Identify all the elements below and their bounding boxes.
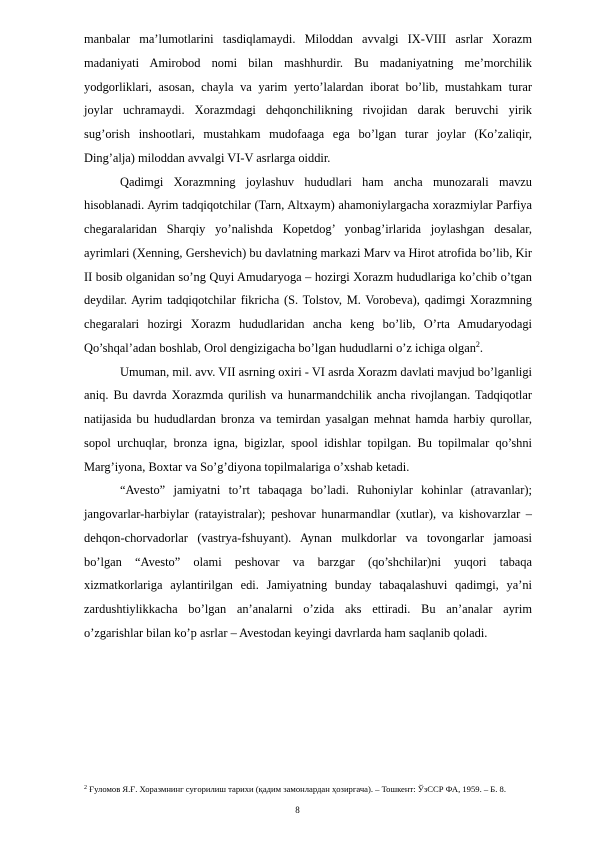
paragraph-3-text: Umuman, mil. avv. VII asrning oxiri - VI asrda Xorazm davlati mavjud bo’lganligi aniq. Bu davrda Xorazmda qurilish va hunarmandchilik ancha rivojlangan. Tadqiqotlar natijasida bu hududlardan bronza va temirdan yasalgan mehnat hamda harbiy qurollar, sopol urchuqlar, bronza igna, bigizlar, spool idishlar topilgan. Bu topilmalar qo’shni Marg’iyona, Boxtar va So’g’diyona topilmalariga o’xshab ketadi. xyxy=(84,364,532,474)
paragraph-1-text: manbalar ma’lumotlarini tasdiqlamaydi. Miloddan avvalgi IX-VIII asrlar Xorazm madaniyati Amirobod nomi bilan mashhurdir. Bu madaniyatning me’morchilik yodgorliklari, asosan, chayla va yarim yerto’lalardan iborat bo’lib, mustahkam turar joylar uchramaydi. Xorazmdagi dehqonchilikning rivojidan darak beruvchi yirik sug’orish inshootlari, mustahkam mudofaaga ega bo’lgan turar joylar (Ko’zaliqir, Ding’alja) miloddan avvalgi VI-V asrlarga oiddir. xyxy=(84,32,532,165)
document-body xyxy=(84,28,532,646)
paragraph-2-tail: . xyxy=(479,340,484,355)
page-number: 8 xyxy=(295,805,300,815)
paragraph-4 xyxy=(84,479,532,645)
footnote xyxy=(84,784,532,795)
paragraph-1 xyxy=(84,28,532,171)
paragraph-2 xyxy=(84,171,532,361)
paragraph-4-text: “Avesto” jamiyatni to’rt tabaqaga bo’ladi. Ruhoniylar kohinlar (atravanlar); jangovarlar-harbiylar (ratayistralar); peshovar hunarmandlar (xutlar), va kishovarzlar – dehqon-chorvadorlar (vastrya-fshuyant). Aynan mulkdorlar va tovongarlar jamoasi bo’lgan “Avesto” olami peshovar va barzgar (qo’shchilar)ni yuqori tabaqa xizmatkorlariga aylantirilgan edi. Jamiyatning bunday tabaqalashuvi qadimgi, ya’ni zardushtiylikkacha bo’lgan an’analarni o’zida aks ettiradi. Bu an’analar ayrim o’zgarishlar bilan ko’p asrlar – Avestodan keyingi davrlarda ham saqlanib qoladi. xyxy=(84,483,532,640)
footnote-text: Ғуломов Я.Ғ. Хоразмнинг суғорилиш тарихи (қадим замонлардан ҳозиргача). – Тошкент: ЎзССР ФА, 1959. – Б. 8. xyxy=(87,784,506,794)
footnote-reference[interactable]: 2 xyxy=(475,339,480,349)
paragraph-2-text: Qadimgi Xorazmning joylashuv hududlari ham ancha munozarali mavzu hisoblanadi. Ayrim tadqiqotchilar (Tarn, Altxaym) ahamoniylargacha xorazmiylar Parfiya chegaralaridan Sharqiy yo’nalishda Kopetdog’ yonbag’irlarida joylashgan desalar, ayrimlari (Xenning, Gershevich) bu davlatning markazi Marv va Hirot atrofida bo’lib, Kir II bosib olganidan so’ng Quyi Amudaryoga – hozirgi Xorazm hududlariga ko’chib o’tgan deydilar. Ayrim tadqiqotchilar fikricha (S. Tolstov, M. Vorobeva), qadimgi Xorazmning chegaralari hozirgi Xorazm hududlaridan ancha keng bo’lib, O’rta Amudaryodagi Qo’shqal’adan boshlab, Orol dengizigacha bo’lgan hududlarni o’z ichiga olgan xyxy=(84,174,532,355)
paragraph-3 xyxy=(84,361,532,480)
footnote-mark: 2 xyxy=(84,785,87,791)
